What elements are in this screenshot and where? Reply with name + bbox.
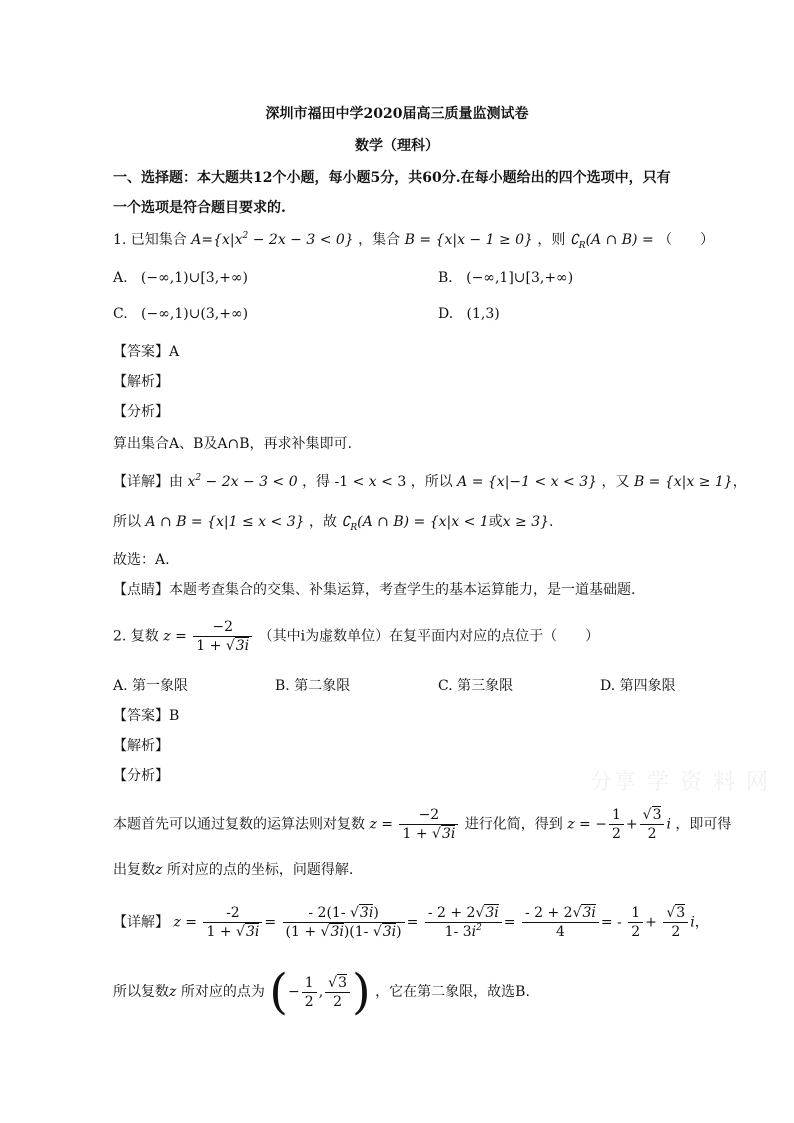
- q2-analysis-line2-b: 所对应的点的坐标，问题得解.: [166, 862, 354, 878]
- q1-stem-mid2: ，则: [537, 232, 566, 248]
- q2-final-mid: 所对应的点为: [180, 984, 265, 1000]
- q1-detail2-eq1: A ∩ B = {x|1 ≤ x < 3}: [145, 514, 305, 530]
- q1-analysis-text: 算出集合A、B及A∩B，再求补集即可.: [113, 436, 352, 452]
- q2-analysis-result: z = −: [567, 816, 607, 833]
- q2-z-fraction: $\frac{-2}{1 + √3i}$: [193, 618, 252, 655]
- q2-analysis-mid: 进行化简，得到: [464, 816, 563, 833]
- q2-option-c[interactable]: C. 第三象限: [438, 678, 514, 694]
- q1-stem: [113, 230, 714, 256]
- q1-detail-eq2: -1 < x < 3: [334, 474, 407, 490]
- q2-final-frac-half: $\frac{1}{2}$: [302, 974, 317, 1011]
- section-heading-line2: 一个选项是符合题目要求的.: [113, 200, 286, 216]
- q2-final-prefix: 所以复数: [113, 984, 169, 1000]
- q1-detail2-eq3: x ≥ 3}: [502, 514, 550, 530]
- q1-complement: $∁_R(A$ ∩ B) =: [569, 232, 654, 251]
- q1-option-a-value: (−∞,1)∪[3,+∞): [132, 270, 248, 286]
- q2-final: 所以复数z 所对应的点为 (− $\frac{1}{2}$ , $\frac{√3}{2}$ ) ，它在第二象限，故选B.: [113, 964, 530, 1020]
- q2-analysis-frac-half: $\frac{1}{2}$: [609, 806, 624, 843]
- q2-option-a[interactable]: A. 第一象限: [113, 678, 189, 694]
- q2-analysis-line2-z: z: [155, 862, 163, 878]
- q1-option-c[interactable]: [113, 304, 248, 324]
- q1-detail-mid2: ，所以: [410, 474, 453, 490]
- q1-comment: 【点睛】本题考查集合的交集、补集运算，考查学生的基本运算能力，是一道基础题.: [113, 582, 636, 598]
- q2-answer: 【答案】B: [113, 708, 180, 724]
- q1-option-a-label: A.: [113, 270, 128, 286]
- q2-analysis-line1: 本题首先可以通过复数的运算法则对复数 z = $\frac{-2}{1 + √3i}$ 进行化简，得到 z = − $\frac{1}{2}$ + $\frac{√3}{2}$ i ，即可得: [113, 807, 732, 842]
- q2-detail-frac5: $\frac{1}{2}$: [628, 904, 643, 941]
- q2-detail-frac6: $\frac{√3}{2}$: [663, 904, 688, 941]
- q1-detail2-eq2: $∁_R(A$ ∩ B) = {x|x < 1: [341, 514, 489, 533]
- q2-final-end: ，它在第二象限，故选B.: [375, 984, 530, 1000]
- q2-option-d[interactable]: D. 第四象限: [600, 678, 676, 694]
- q1-option-a[interactable]: [113, 268, 248, 288]
- q1-option-d-label: D.: [438, 306, 454, 322]
- q1-detail2-or: 或: [488, 514, 503, 530]
- q2-final-paren-left: (: [269, 964, 289, 1020]
- q1-detail2-mid: ，故: [308, 514, 337, 530]
- q2-final-paren-right: ): [351, 964, 371, 1020]
- q1-stem-mid: ，集合: [358, 232, 401, 248]
- q2-detail-frac2: $\frac{- 2(1- √3i)}{(1 + √3i)(1- √3i)}$: [283, 904, 405, 941]
- q1-set-a: $A=\{x|x^2 - 2x - 3 < 0\}$: [191, 231, 354, 248]
- q1-conclusion: 故选：A.: [113, 552, 170, 568]
- q1-detail-eq3: A = {x|−1 < x < 3}: [457, 474, 598, 490]
- q1-option-c-label: C.: [113, 306, 128, 322]
- q2-analysis-prefix: 本题首先可以通过复数的运算法则对复数: [113, 816, 365, 833]
- q1-fenxi: 【分析】: [113, 404, 169, 420]
- q2-detail-z: z =: [173, 914, 202, 931]
- q2-analysis-z: z =: [369, 816, 398, 833]
- section-heading-line1: 一、选择题：本大题共12个小题，每小题5分，共60分.在每小题给出的四个选项中，只有: [113, 170, 671, 186]
- page-subtitle: 数学（理科）: [355, 138, 439, 154]
- q2-detail-frac3: $\frac{- 2 + 2√3i}{1- 3i^2}$: [425, 904, 502, 941]
- q2-stem: [113, 618, 599, 655]
- q2-final-frac-root3: $\frac{√3}{2}$: [325, 974, 350, 1011]
- q2-stem-end: （其中i为虚数单位）在复平面内对应的点位于（ ）: [258, 628, 600, 645]
- page-title: 深圳市福田中学2020届高三质量监测试卷: [265, 106, 529, 122]
- q1-option-d-value: (1,3): [457, 306, 500, 322]
- q2-option-b[interactable]: B. 第二象限: [275, 678, 351, 694]
- q1-detail-mid1: ，得: [302, 474, 331, 490]
- q1-detail-mid3: ，又: [601, 474, 630, 490]
- q1-detail-eq1: $x^2 - 2x - 3 < 0$: [187, 473, 298, 490]
- q2-detail: 【详解】 z = $\frac{-2}{1 + √3i}$ = $\frac{- 2(1- √3i)}{(1 + √3i)(1- √3i)}$ = $\frac{- 2 + 2√3i}{1- 3i^2}$ = $\frac{- 2 + 2√3i}{4}$ = - $\frac{1}{2}$ + $\frac{√3}{2}$ i，: [113, 905, 709, 940]
- q2-analysis-frac-root3: $\frac{√3}{2}$: [640, 806, 665, 843]
- q2-detail-frac4: $\frac{- 2 + 2√3i}{4}$: [522, 904, 599, 941]
- watermark: 分享 学 资 料 网: [590, 770, 770, 795]
- q2-analysis-line2-a: 出复数: [113, 862, 155, 878]
- q1-detail-line1: 【详解】由 $x^2 - 2x - 3 < 0$ ，得 -1 < x < 3 ，所以 A = {x|−1 < x < 3} ，又 B = {x|x ≥ 1}，: [113, 473, 747, 490]
- q1-detail-line2: 所以 A ∩ B = {x|1 ≤ x < 3} ，故 $∁_R(A$ ∩ B) = {x|x < 1或x ≥ 3}.: [113, 514, 554, 533]
- q1-stem-prefix: 1. 已知集合: [113, 232, 187, 248]
- q2-analysis-line2: [113, 860, 353, 880]
- q2-stem-prefix: 2. 复数: [113, 628, 159, 645]
- q2-z-def: z =: [163, 628, 192, 645]
- q1-option-d[interactable]: [438, 304, 500, 324]
- q2-detail-frac1: $\frac{-2}{1 + √3i}$: [203, 904, 262, 941]
- q1-option-b-label: B.: [438, 270, 453, 286]
- q2-jiexi: 【解析】: [113, 738, 169, 754]
- q2-analysis-end: ，即可得: [675, 816, 732, 833]
- q1-option-c-value: (−∞,1)∪(3,+∞): [132, 306, 249, 322]
- q2-fenxi: 【分析】: [113, 768, 169, 784]
- q1-answer: 【答案】A: [113, 344, 180, 360]
- q1-detail-label: 【详解】由: [113, 474, 183, 490]
- q2-detail-label: 【详解】: [113, 914, 169, 931]
- q1-option-b[interactable]: [438, 268, 573, 288]
- q1-option-b-value: (−∞,1]∪[3,+∞): [457, 270, 574, 286]
- q2-analysis-fraction: $\frac{-2}{1 + √3i}$: [399, 806, 458, 843]
- q1-jiexi: 【解析】: [113, 374, 169, 390]
- q2-final-z: z: [169, 984, 177, 1000]
- q1-detail-eq4: B = {x|x ≥ 1}: [633, 474, 733, 490]
- q1-stem-end: （ ）: [658, 232, 715, 248]
- q1-detail2-prefix: 所以: [113, 514, 141, 530]
- q1-set-b: B = {x|x − 1 ≥ 0}: [404, 232, 533, 248]
